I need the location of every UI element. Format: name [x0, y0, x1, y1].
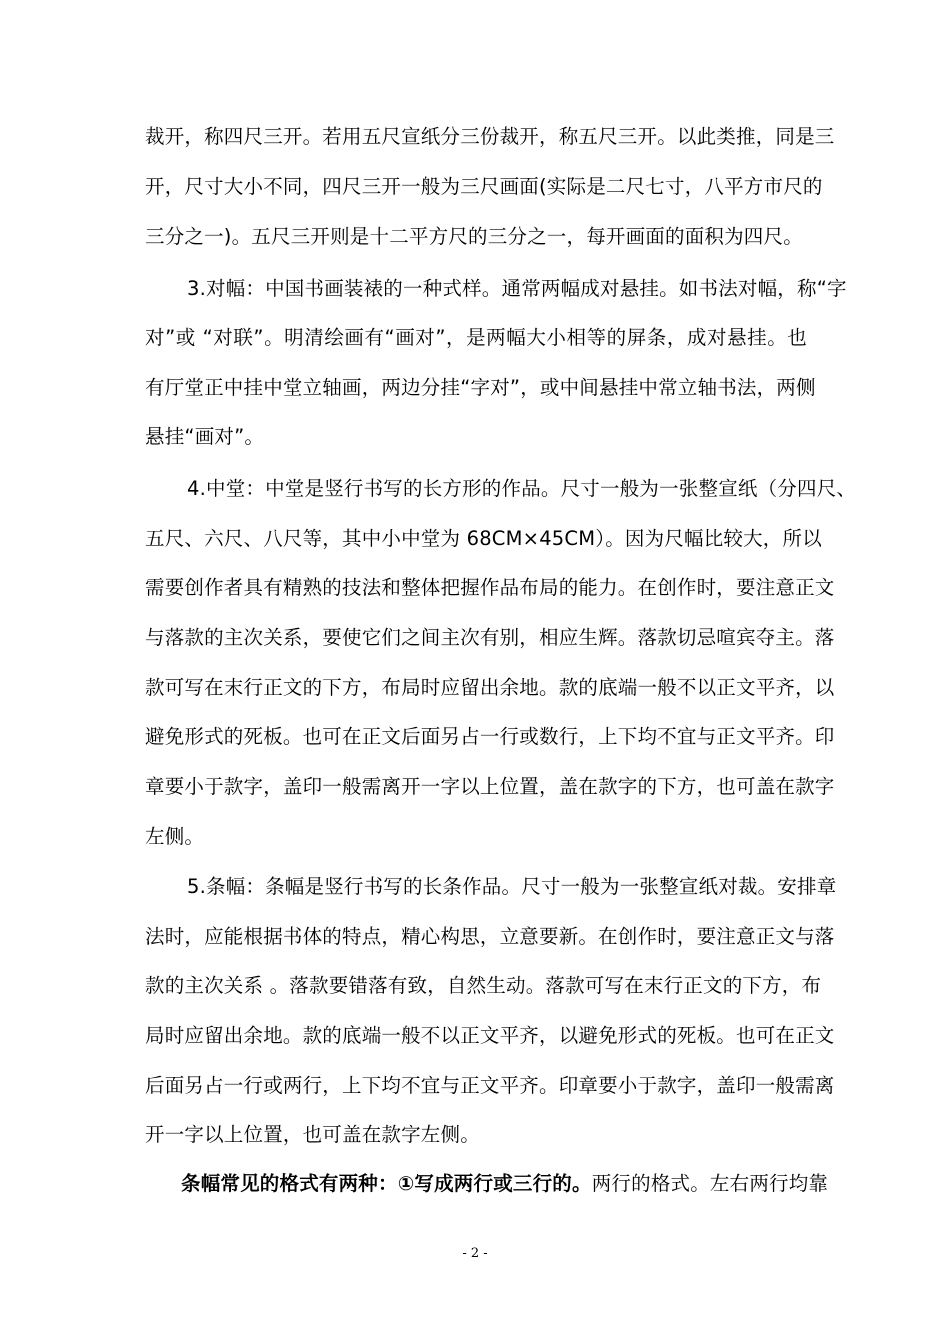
p3-line-2: 五尺、六尺、八尺等，其中小中堂为 68CM×45CM）。因为尺幅比较大，所以	[145, 527, 822, 550]
p5-bold-lead: 条幅常见的格式有两种：①写成两行或三行的。	[181, 1172, 592, 1195]
p4-line-3: 款的主次关系 。落款要错落有致，自然生动。落款可写在末行正文的下方，布	[145, 974, 822, 997]
p4-line-6: 开一字以上位置，也可盖在款字左侧。	[145, 1123, 480, 1146]
p1-line-3: 三分之一)。五尺三开则是十二平方尺的三分之一，每开画面的面积为四尺。	[145, 225, 803, 248]
p5-line-1	[181, 1169, 829, 1199]
p2-line-4: 悬挂“画对”。	[145, 425, 265, 448]
p2-line-2: 对”或 “对联”。明清绘画有“画对”，是两幅大小相等的屏条，成对悬挂。也	[145, 326, 807, 349]
page-number: - 2 -	[462, 1246, 488, 1261]
p1-line-1: 裁开，称四尺三开。若用五尺宣纸分三份裁开，称五尺三开。以此类推，同是三	[145, 125, 835, 148]
p4-line-2: 法时，应能根据书体的特点，精心构思，立意要新。在创作时，要注意正文与落	[145, 925, 835, 948]
p4-line-1: 5.条幅：条幅是竖行书写的长条作品。尺寸一般为一张整宣纸对裁。安排章	[187, 875, 837, 898]
p4-line-5: 后面另占一行或两行，上下均不宜与正文平齐。印章要小于款字，盖印一般需离	[145, 1074, 835, 1097]
p5-normal-text: 两行的格式。左右两行均靠	[591, 1172, 829, 1195]
p2-line-1: 3.对幅：中国书画装裱的一种式样。通常两幅成对悬挂。如书法对幅，称“字	[187, 277, 847, 300]
p3-line-3: 需要创作者具有精熟的技法和整体把握作品布局的能力。在创作时，要注意正文	[145, 576, 835, 599]
p3-line-1: 4.中堂：中堂是竖行书写的长方形的作品。尺寸一般为一张整宣纸（分四尺、	[187, 477, 857, 500]
p3-line-8: 左侧。	[145, 825, 205, 848]
p3-line-7: 章要小于款字，盖印一般需离开一字以上位置，盖在款字的下方，也可盖在款字	[145, 775, 835, 798]
p4-line-4: 局时应留出余地。款的底端一般不以正文平齐，以避免形式的死板。也可在正文	[145, 1024, 835, 1047]
p1-line-2: 开，尺寸大小不同，四尺三开一般为三尺画面(实际是二尺七寸，八平方市尺的	[145, 175, 823, 198]
p3-line-5: 款可写在末行正文的下方，布局时应留出余地。款的底端一般不以正文平齐，以	[145, 676, 835, 699]
p3-line-4: 与落款的主次关系，要使它们之间主次有别，相应生辉。落款切忌喧宾夺主。落	[145, 626, 835, 649]
p3-line-6: 避免形式的死板。也可在正文后面另占一行或数行，上下均不宜与正文平齐。印	[145, 725, 835, 748]
p2-line-3: 有厅堂正中挂中堂立轴画，两边分挂“字对”，或中间悬挂中常立轴书法，两侧	[145, 376, 816, 399]
